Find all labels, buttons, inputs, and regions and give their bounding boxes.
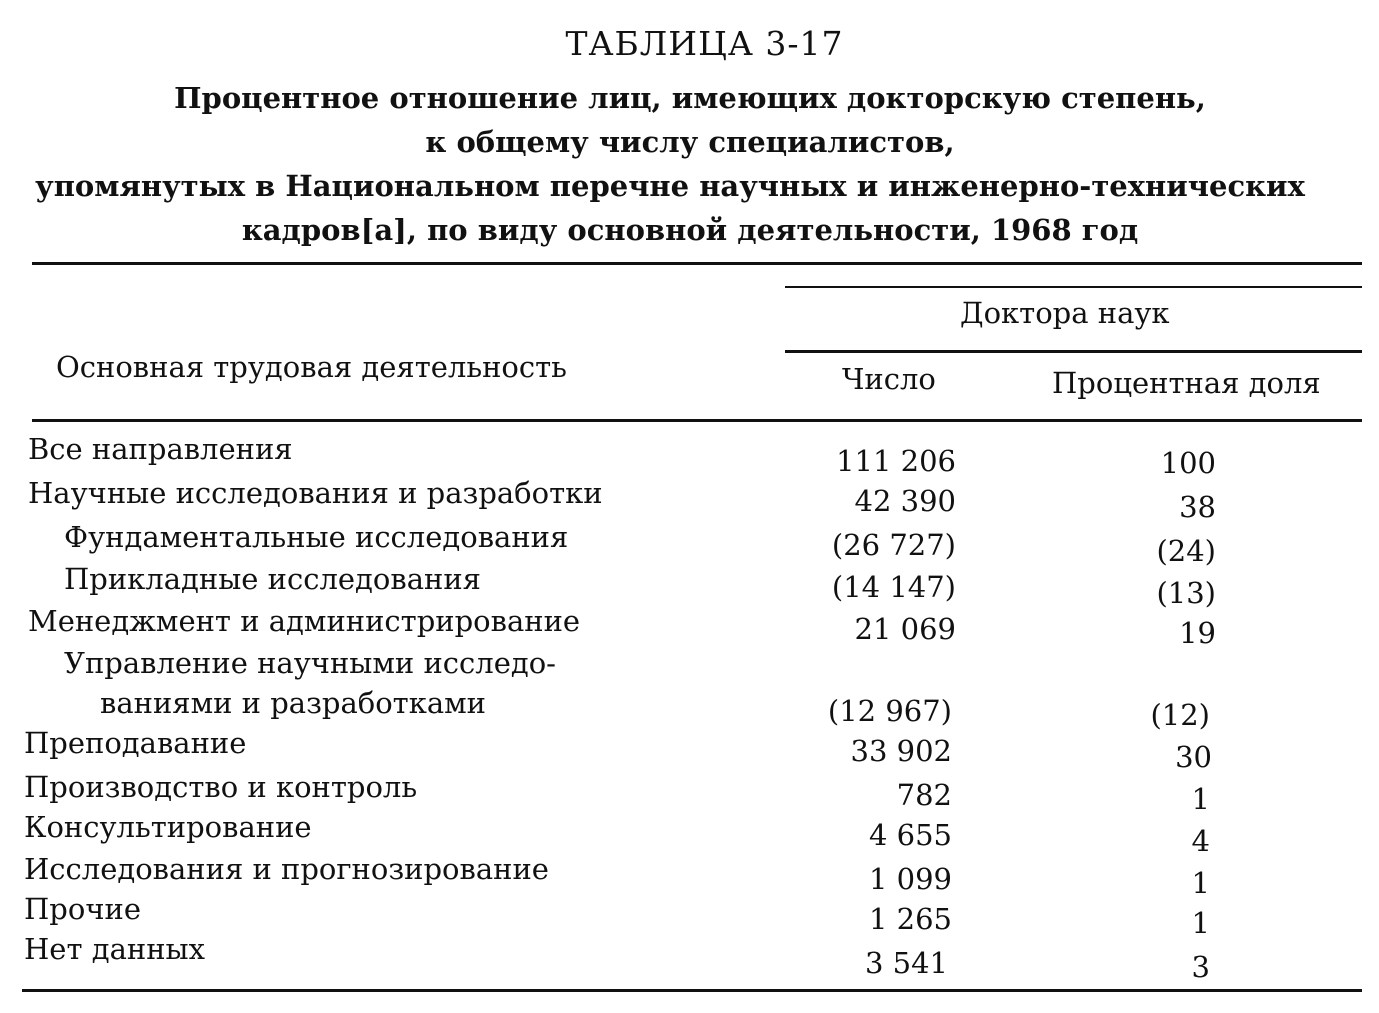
table-row xyxy=(0,852,1379,900)
row-share: 100 xyxy=(1160,446,1216,480)
row-number: 782 xyxy=(896,778,952,812)
row-label: Исследования и прогнозирование xyxy=(24,852,549,886)
row-share: (13) xyxy=(1156,576,1216,610)
row-label: Все направления xyxy=(28,432,293,466)
table-top-rule xyxy=(32,262,1362,265)
table-row xyxy=(0,726,1379,774)
row-share: 3 xyxy=(1191,950,1210,984)
table-row xyxy=(0,476,1379,524)
table-row xyxy=(0,810,1379,858)
title-line-2: к общему числу специалистов, xyxy=(425,125,955,159)
row-share: 30 xyxy=(1175,740,1212,774)
row-label: Консультирование xyxy=(24,810,312,844)
header-share: Процентная доля xyxy=(1052,366,1321,400)
row-number: 111 206 xyxy=(836,444,956,478)
row-number: 33 902 xyxy=(850,734,952,768)
row-number: (14 147) xyxy=(831,570,956,604)
row-number: 42 390 xyxy=(854,484,956,518)
row-share: 4 xyxy=(1191,824,1210,858)
row-label: Управление научными исследо- xyxy=(64,646,556,680)
row-share: (12) xyxy=(1150,698,1210,732)
row-label: Нет данных xyxy=(24,932,205,966)
table-title xyxy=(35,76,1340,252)
row-share: 1 xyxy=(1191,866,1210,900)
title-line-3: упомянутых в Национальном перечне научных и инженерно-технических xyxy=(35,169,1305,203)
table-row xyxy=(0,432,1379,480)
table-row xyxy=(0,646,1379,730)
row-label: Фундаментальные исследования xyxy=(64,520,569,554)
row-share: 1 xyxy=(1191,782,1210,816)
header-bottom-rule xyxy=(32,419,1362,422)
header-number: Число xyxy=(842,362,936,396)
header-group-rule xyxy=(785,350,1362,353)
table-row xyxy=(0,892,1379,940)
row-number: (26 727) xyxy=(831,528,956,562)
row-label: Преподавание xyxy=(24,726,247,760)
row-number: 1 099 xyxy=(868,862,952,896)
row-number: 3 541 xyxy=(864,946,948,980)
row-label-continuation: ваниями и разработками xyxy=(100,686,487,720)
table-top-rule-secondary xyxy=(785,286,1362,288)
table-row xyxy=(0,520,1379,568)
row-label: Производство и контроль xyxy=(24,770,418,804)
table-bottom-rule xyxy=(22,989,1362,992)
table-row xyxy=(0,604,1379,650)
table-row xyxy=(0,770,1379,816)
row-number: 21 069 xyxy=(854,612,956,646)
row-share: 38 xyxy=(1179,490,1216,524)
title-line-4: кадров[а], по виду основной деятельности, 1968 год xyxy=(241,213,1139,247)
row-number: 4 655 xyxy=(868,818,952,852)
header-activity: Основная трудовая деятельность xyxy=(56,350,567,384)
row-label: Прочие xyxy=(24,892,141,926)
title-line-1: Процентное отношение лиц, имеющих докторскую степень, xyxy=(174,81,1206,115)
row-number: 1 265 xyxy=(868,902,952,936)
header-doctors-group: Доктора наук xyxy=(960,296,1170,330)
row-number: (12 967) xyxy=(827,694,952,728)
row-label: Научные исследования и разработки xyxy=(28,476,603,510)
table-label: ТАБЛИЦА 3-17 xyxy=(565,24,844,63)
table-row xyxy=(0,932,1379,984)
row-label: Менеджмент и администрирование xyxy=(28,604,581,638)
row-share: (24) xyxy=(1156,534,1216,568)
table-row xyxy=(0,562,1379,610)
row-share: 1 xyxy=(1191,906,1210,940)
row-share: 19 xyxy=(1179,616,1216,650)
row-label: Прикладные исследования xyxy=(64,562,481,596)
